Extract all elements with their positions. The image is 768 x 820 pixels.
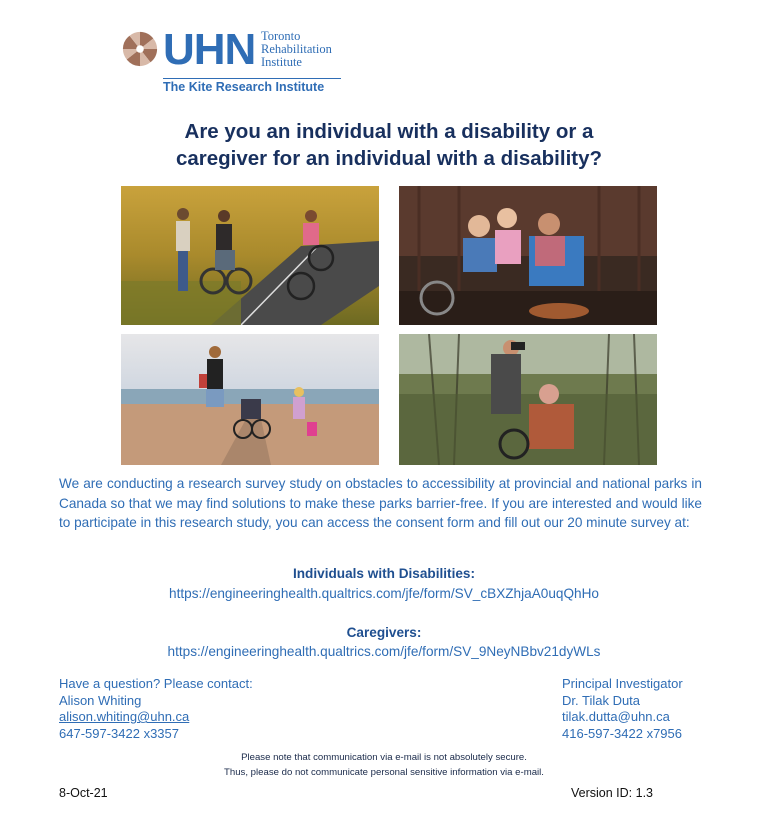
institute-line-1: Toronto	[261, 29, 301, 43]
institute-name	[261, 30, 351, 69]
logo-divider	[163, 78, 341, 79]
email-security-note	[0, 750, 768, 780]
investigator-name: Dr. Tilak Duta	[562, 692, 641, 708]
photo-beach-wheelchair	[121, 334, 379, 465]
headline-line-2: caregiver for an individual with a disability?	[175, 147, 603, 170]
contact-phone: 647-597-3422 x3357	[59, 725, 179, 741]
individuals-survey-link[interactable]: https://engineeringhealth.qualtrics.com/jfe/form/SV_cBXZhjaA0uqQhHo	[169, 586, 599, 601]
contact-name: Alison Whiting	[59, 692, 142, 708]
investigator-email[interactable]: tilak.dutta@uhn.ca	[562, 709, 670, 724]
contact-email-link[interactable]: alison.whiting@uhn.ca	[59, 709, 190, 724]
contact-heading: Have a question? Please contact:	[59, 676, 253, 691]
caregivers-survey-label: Caregivers:	[346, 625, 422, 640]
uhn-logo	[121, 26, 343, 98]
document-date: 8-Oct-21	[59, 786, 108, 800]
uhn-pinwheel-icon	[121, 30, 159, 68]
uhn-wordmark: UHN	[163, 25, 256, 74]
institute-line-2: Rehabilitation	[261, 42, 332, 56]
study-description: We are conducting a research survey study on obstacles to accessibility at provincial and national parks in Canada so that we may find solutions to make these parks barrier-free. If you are interested and would like to participate in this research study, you can access the consent form and fill out our 20 minute survey at:	[59, 476, 702, 531]
individuals-survey-label: Individuals with Disabilities:	[292, 566, 476, 581]
kite-institute-subtitle: The Kite Research Institute	[163, 80, 325, 94]
institute-line-3: Institute	[261, 55, 302, 69]
investigator-phone: 416-597-3422 x7956	[562, 725, 682, 741]
headline-line-1: Are you an individual with a disability or a	[184, 120, 594, 143]
photo-forest-binoculars	[399, 334, 657, 465]
headline	[80, 118, 698, 172]
version-id: Version ID: 1.3	[571, 786, 653, 800]
note-line-2: Thus, please do not communicate personal sensitive information via e-mail.	[224, 767, 544, 778]
contact-investigator	[562, 676, 683, 742]
investigator-heading: Principal Investigator	[562, 676, 683, 691]
photo-trail-wheelchair	[121, 186, 379, 325]
contact-coordinator	[59, 676, 253, 742]
caregivers-survey-link[interactable]: https://engineeringhealth.qualtrics.com/jfe/form/SV_9NeyNBbv21dyWLs	[167, 644, 601, 659]
note-line-1: Please note that communication via e-mail is not absolutely secure.	[241, 752, 527, 763]
photo-family-fireside	[399, 186, 657, 325]
